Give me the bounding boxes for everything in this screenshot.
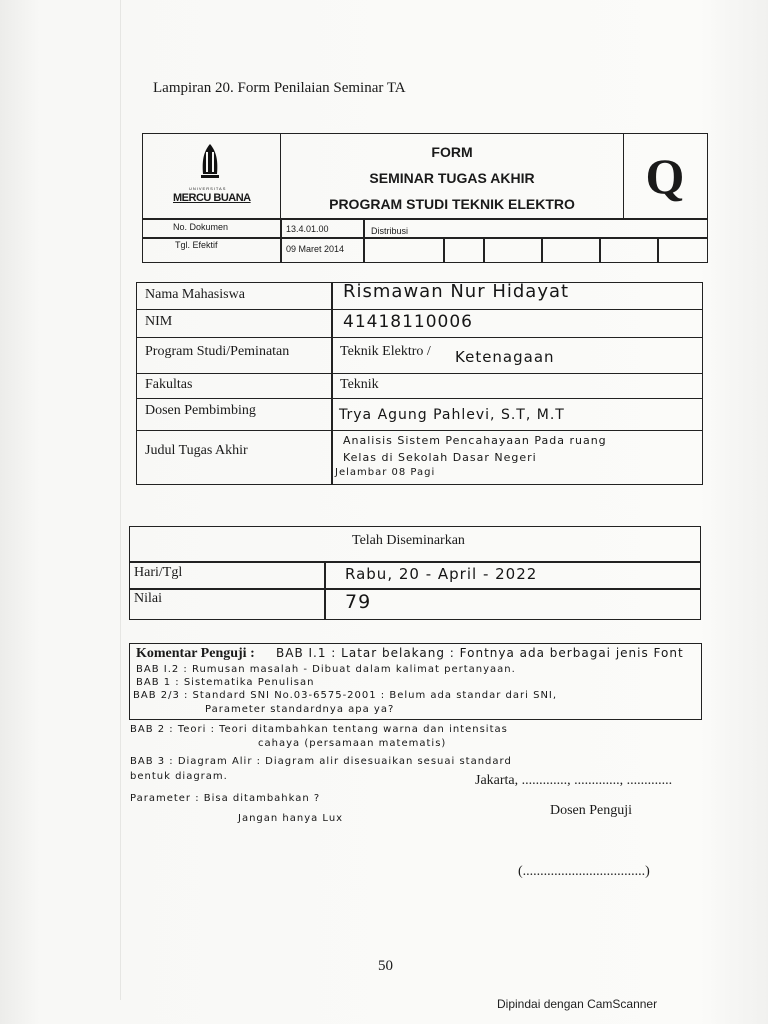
header-col-divider	[657, 237, 659, 262]
nim-value: 41418110006	[343, 312, 473, 332]
komentar-line-11: Jangan hanya Lux	[238, 813, 344, 824]
fakultas-value: Teknik	[340, 377, 379, 392]
judul-line-2: Kelas di Sekolah Dasar Negeri	[343, 451, 537, 464]
seminar-table	[129, 526, 701, 620]
document-caption: Lampiran 20. Form Penilaian Seminar TA	[153, 80, 406, 96]
hari-value: Rabu, 20 - April - 2022	[345, 565, 538, 583]
column-divider	[331, 283, 333, 309]
header-col-divider	[280, 218, 282, 262]
header-divider	[143, 237, 707, 239]
column-divider	[331, 399, 333, 430]
signature-role: Dosen Penguji	[550, 803, 633, 818]
prodi-label: Program Studi/Peminatan	[145, 344, 290, 359]
no-dokumen-value: 13.4.01.00	[286, 224, 329, 234]
distribusi-label: Distribusi	[371, 226, 409, 236]
komentar-line-10: Parameter : Bisa ditambahkan ?	[130, 793, 321, 804]
column-divider	[331, 338, 333, 373]
komentar-label: Komentar Penguji :	[136, 646, 255, 661]
logo-cell	[143, 134, 281, 219]
column-divider	[331, 374, 333, 398]
scan-fold-line	[120, 0, 121, 1000]
row-nim	[137, 310, 702, 338]
komentar-line-9: bentuk diagram.	[130, 771, 228, 782]
komentar-line-7: cahaya (persamaan matematis)	[258, 738, 447, 749]
judul-label: Judul Tugas Akhir	[145, 443, 248, 458]
row-prodi	[137, 338, 702, 374]
dosen-value: Trya Agung Pahlevi, S.T, M.T	[339, 407, 565, 423]
komentar-line-8: BAB 3 : Diagram Alir : Diagram alir disesuaikan sesuai standard	[130, 756, 512, 767]
row-judul	[137, 431, 702, 484]
seminar-divider	[130, 588, 700, 590]
column-divider	[331, 431, 333, 484]
column-divider	[331, 310, 333, 337]
seminar-divider	[130, 561, 700, 563]
hari-label: Hari/Tgl	[134, 565, 183, 580]
form-title-line-1: FORM	[431, 144, 473, 160]
form-title-line-3: PROGRAM STUDI TEKNIK ELEKTRO	[329, 196, 575, 212]
nama-value: Rismawan Nur Hidayat	[343, 281, 570, 302]
form-code-letter: Q	[645, 148, 685, 204]
tgl-efektif-value: 09 Maret 2014	[286, 244, 345, 254]
header-col-divider	[599, 237, 601, 262]
logo-text: MERCU BUANA	[173, 192, 251, 204]
tgl-efektif-label: Tgl. Efektif	[175, 240, 218, 250]
signature-place-date: Jakarta, ............., ............., .............	[475, 773, 673, 788]
header-col-divider	[443, 237, 445, 262]
logo-sub-text: UNIVERSITAS	[189, 186, 227, 191]
komentar-line-5: Parameter standardnya apa ya?	[205, 704, 395, 715]
no-dokumen-label: No. Dokumen	[173, 222, 229, 232]
nim-label: NIM	[145, 314, 173, 329]
page-number: 50	[378, 958, 393, 974]
mercu-buana-logo-icon	[199, 144, 221, 184]
nilai-value: 79	[345, 591, 372, 613]
scanner-watermark: Dipindai dengan CamScanner	[497, 997, 658, 1011]
column-divider	[324, 563, 326, 619]
row-dosen	[137, 399, 702, 431]
nama-label: Nama Mahasiswa	[145, 287, 245, 302]
student-info-table	[136, 282, 703, 485]
komentar-line-6: BAB 2 : Teori : Teori ditambahkan tentang warna dan intensitas	[130, 724, 508, 735]
komentar-line-1: BAB I.1 : Latar belakang : Fontnya ada berbagai jenis Font	[276, 646, 684, 660]
header-col-divider	[541, 237, 543, 262]
header-col-divider	[363, 218, 365, 262]
komentar-line-2: BAB I.2 : Rumusan masalah - Dibuat dalam kalimat pertanyaan.	[136, 664, 516, 675]
prodi-hand: Ketenagaan	[455, 348, 555, 366]
form-title-cell	[281, 134, 624, 219]
form-header-table	[142, 133, 708, 263]
row-nama	[137, 283, 702, 310]
komentar-line-4: BAB 2/3 : Standard SNI No.03-6575-2001 : Belum ada standar dari SNI,	[133, 690, 558, 701]
header-divider	[143, 218, 707, 220]
signature-name-line: (...................................)	[518, 864, 650, 879]
seminar-heading: Telah Diseminarkan	[352, 533, 465, 548]
form-title-line-2: SEMINAR TUGAS AKHIR	[369, 170, 535, 186]
row-fakultas	[137, 374, 702, 399]
judul-line-3: Jelambar 08 Pagi	[335, 467, 436, 478]
nilai-label: Nilai	[134, 591, 162, 606]
prodi-printed: Teknik Elektro /	[340, 344, 431, 359]
judul-line-1: Analisis Sistem Pencahayaan Pada ruang	[343, 434, 607, 447]
dosen-label: Dosen Pembimbing	[145, 403, 256, 418]
header-col-divider	[483, 237, 485, 262]
fakultas-label: Fakultas	[145, 377, 193, 392]
komentar-line-3: BAB 1 : Sistematika Penulisan	[136, 677, 315, 688]
